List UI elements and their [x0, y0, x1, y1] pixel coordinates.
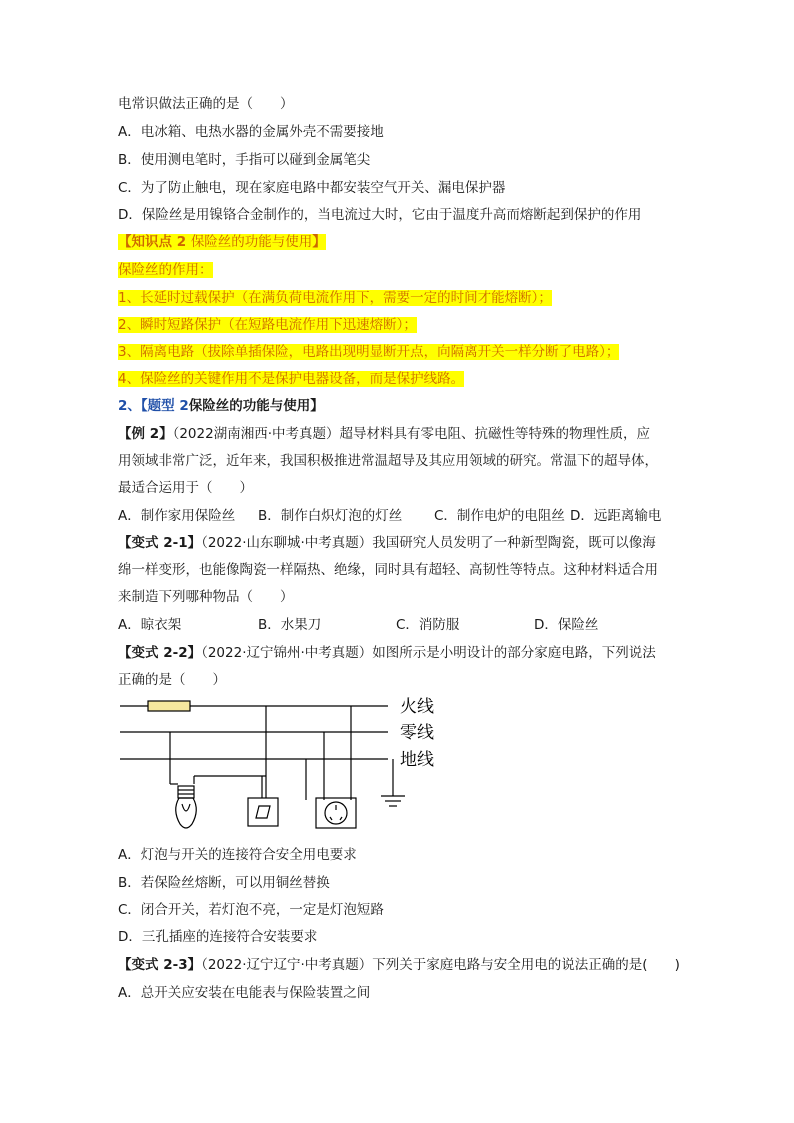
fuse-icon	[148, 701, 190, 711]
knowledge-title	[118, 232, 326, 252]
knowledge-point-2: 2、瞬时短路保护（在短路电流作用下迅速熔断）；	[118, 317, 417, 333]
label-neutral: 零线	[400, 723, 434, 743]
variant21-options: A．晾衣架 B．水果刀 C．消防服 D．保险丝	[118, 617, 599, 633]
option-d: D．保险丝是用镍铬合金制作的，当电流过大时，它由于温度升高而熔断起到保护的作用	[118, 207, 642, 223]
knowledge-title-text: 保险丝的功能与使用	[190, 234, 313, 250]
label-ground: 地线	[400, 750, 434, 770]
knowledge-point-3: 3、隔离电路（拔除单插保险，电路出现明显断开点，向隔离开关一样分断了电路）；	[118, 344, 620, 360]
variant23-option-a: A．总开关应安装在电能表与保险装置之间	[118, 985, 371, 1001]
variant21-line2: 绵一样变形，也能像陶瓷一样隔热、绝缘，同时具有超轻、高韧性等特点。这种材料适合用	[118, 562, 658, 578]
knowledge-title-num: 2	[172, 234, 191, 250]
variant22-line2: 正确的是（ ）	[118, 672, 226, 688]
variant22-option-a: A．灯泡与开关的连接符合安全用电要求	[118, 847, 357, 863]
knowledge-title-close: 】	[312, 234, 326, 250]
three-pin-socket-icon	[316, 798, 356, 828]
question-stem: 电常识做法正确的是（ ）	[118, 96, 294, 112]
lamp-icon	[176, 786, 197, 828]
example2-options: A．制作家用保险丝 B．制作白炽灯泡的灯丝 C．制作电炉的电阻丝 D．远距离输电	[118, 508, 662, 524]
knowledge-title-open: 【知识点	[118, 234, 172, 250]
label-live: 火线	[400, 697, 434, 717]
example2-line1: 【例 2】（2022湖南湘西·中考真题）超导材料具有零电阻、抗磁性等特殊的物理性质，应	[118, 426, 650, 442]
variant22-option-b: B．若保险丝熔断，可以用铜丝替换	[118, 875, 330, 891]
knowledge-point-4: 4、保险丝的关键作用不是保护电器设备，而是保护线路。	[118, 371, 465, 387]
knowledge-point-1: 1、长延时过载保护（在满负荷电流作用下，需要一定的时间才能熔断）；	[118, 290, 552, 306]
circuit-diagram	[118, 692, 448, 842]
knowledge-intro: 保险丝的作用：	[118, 262, 213, 278]
option-c: C．为了防止触电，现在家庭电路中都安装空气开关、漏电保护器	[118, 180, 506, 196]
variant21-line3: 来制造下列哪种物品（ ）	[118, 589, 294, 605]
option-a: A．电冰箱、电热水器的金属外壳不需要接地	[118, 124, 384, 140]
variant22-option-d: D．三孔插座的连接符合安装要求	[118, 929, 318, 945]
section-heading: 2、【题型 2保险丝的功能与使用】	[118, 398, 324, 414]
variant22-line1: 【变式 2-2】（2022·辽宁锦州·中考真题）如图所示是小明设计的部分家庭电路，下列说法	[118, 645, 656, 661]
variant21-line1: 【变式 2-1】（2022·山东聊城·中考真题）我国研究人员发明了一种新型陶瓷，既可以像海	[118, 535, 656, 551]
example2-line3: 最适合运用于（ ）	[118, 480, 253, 496]
variant23-line1: 【变式 2-3】（2022·辽宁辽宁·中考真题）下列关于家庭电路与安全用电的说法正确的是( )	[118, 957, 680, 973]
switch-icon	[248, 798, 278, 826]
variant22-option-c: C．闭合开关，若灯泡不亮，一定是灯泡短路	[118, 902, 384, 918]
example2-line2: 用领域非常广泛，近年来，我国积极推进常温超导及其应用领域的研究。常温下的超导体，	[118, 453, 658, 469]
option-b: B．使用测电笔时，手指可以碰到金属笔尖	[118, 152, 371, 168]
